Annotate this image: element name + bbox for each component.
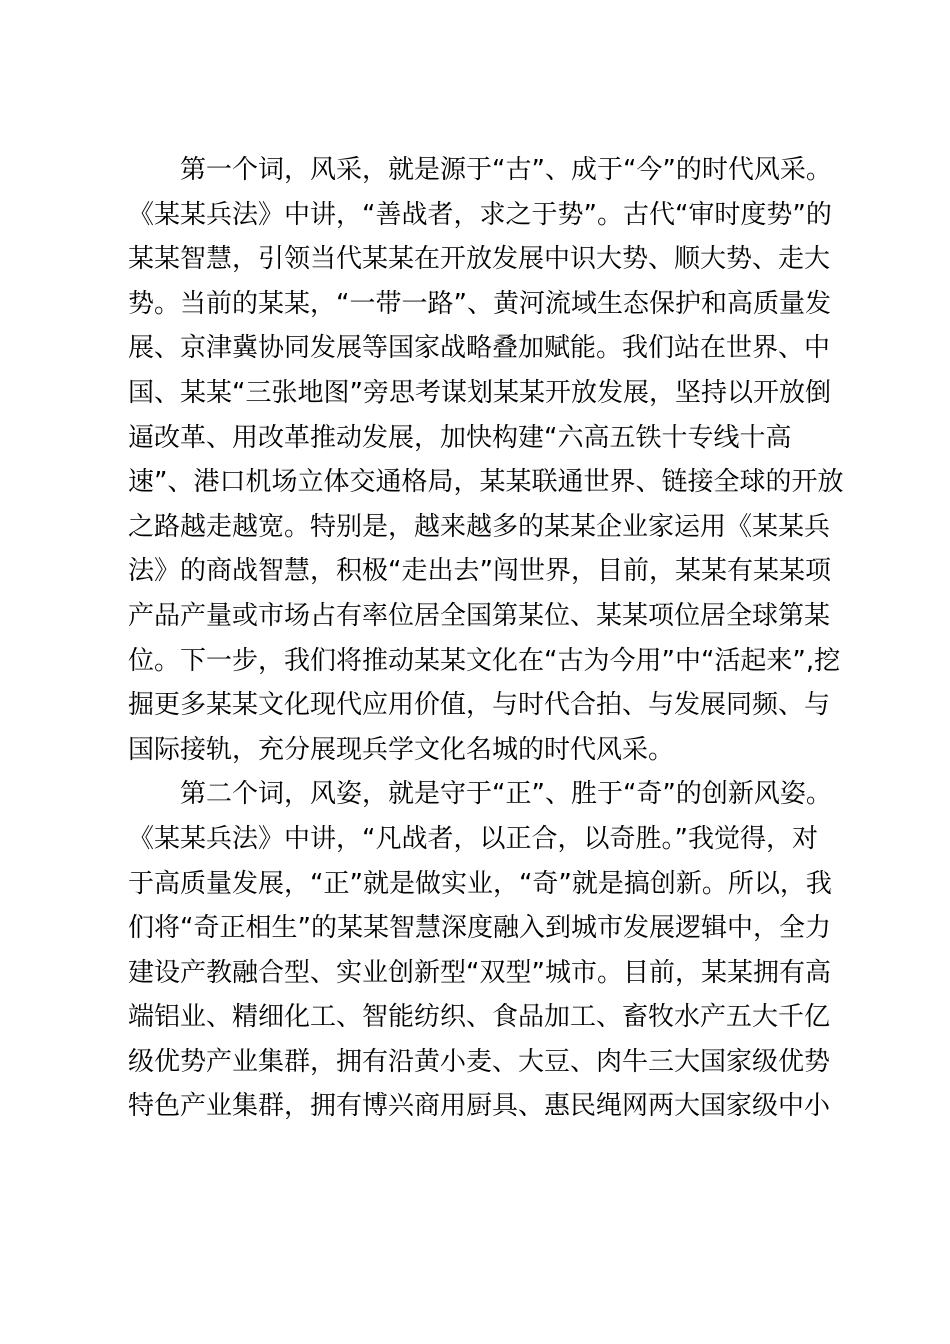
text-line: 之路越走越宽。特别是，越来越多的某某企业家运用《某某兵 [128, 511, 831, 542]
text-line: 建设产教融合型、实业创新型“双型”城市。目前，某某拥有高 [128, 957, 831, 988]
text-line: 第一个词，风采，就是源于“古”、成于“今”的时代风采。 [180, 155, 832, 185]
text-line: 们将“奇正相生”的某某智慧深度融入到城市发展逻辑中，全力 [128, 913, 831, 944]
text-line: 产品产量或市场占有率位居全国第某位、某某项位居全球第某 [128, 600, 831, 631]
text-line: 第二个词，风姿，就是守于“正”、胜于“奇”的创新风姿。 [180, 779, 832, 810]
paragraph-2 [128, 772, 832, 1129]
text-line: 级优势产业集群，拥有沿黄小麦、大豆、肉牛三大国家级优势 [128, 1046, 831, 1077]
text-line: 展、京津冀协同发展等国家战略叠加赋能。我们站在世界、中 [128, 333, 831, 364]
text-line: 于高质量发展，“正”就是做实业，“奇”就是搞创新。所以，我 [128, 868, 832, 899]
text-line: 端铝业、精细化工、智能纺织、食品加工、畜牧水产五大千亿 [128, 1002, 831, 1033]
text-line: 《某某兵法》中讲，“凡战者，以正合，以奇胜。”我觉得，对 [128, 823, 818, 854]
text-line: 某某智慧，引领当代某某在开放发展中识大势、顺大势、走大 [128, 244, 831, 275]
text-line: 势。当前的某某，“一带一路”、黄河流域生态保护和高质量发 [128, 288, 831, 319]
text-line: 国、某某“三张地图”旁思考谋划某某开放发展，坚持以开放倒 [128, 377, 831, 408]
text-line: 特色产业集群，拥有博兴商用厨具、惠民绳网两大国家级中小 [128, 1091, 831, 1122]
document-body [128, 148, 844, 1129]
text-line: 速”、港口机场立体交通格局，某某联通世界、链接全球的开放 [128, 467, 844, 498]
text-line: 《某某兵法》中讲，“善战者，求之于势”。古代“审时度势”的 [128, 199, 832, 230]
text-line: 位。下一步，我们将推动某某文化在“古为今用”中“活起来”,挖 [128, 645, 841, 676]
text-line: 国际接轨，充分展现兵学文化名城的时代风采。 [128, 734, 675, 765]
text-line: 逼改革、用改革推动发展，加快构建“六高五铁十专线十高 [128, 422, 792, 453]
paragraph-1 [128, 148, 844, 772]
text-line: 法》的商战智慧，积极“走出去”闯世界，目前，某某有某某项 [128, 556, 831, 587]
text-line: 掘更多某某文化现代应用价值，与时代合拍、与发展同频、与 [128, 690, 831, 721]
